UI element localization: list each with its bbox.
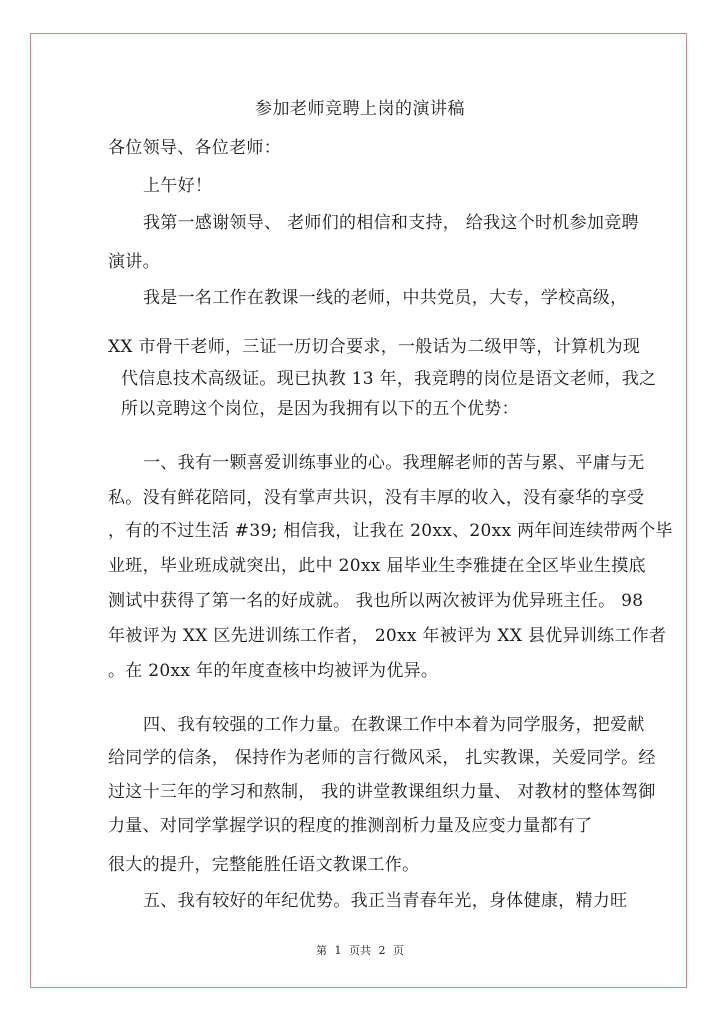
text-line: 我是一名工作在教课一线的老师，中共党员，大专，学校高级， bbox=[143, 288, 628, 308]
text-line: 上午好！ bbox=[143, 176, 213, 196]
text-line: 。在 20xx 年的年度查核中均被评为优异。 bbox=[108, 661, 439, 681]
text-line: 业班，毕业班成就突出，此中 20xx 届毕业生李雅捷在全区毕业生摸底 bbox=[108, 556, 646, 576]
text-line: 各位领导、各位老师： bbox=[108, 138, 281, 158]
page-title: 参加老师竞聘上岗的演讲稿 bbox=[255, 99, 465, 119]
text-line: 我第一感谢领导、 老师们的相信和支持， 给我这个时机参加竞聘 bbox=[143, 213, 639, 233]
text-line: 很大的提升，完整能胜任语文教课工作。 bbox=[108, 855, 420, 875]
text-line: 演讲。 bbox=[108, 252, 160, 272]
text-line: 一、我有一颗喜爱训练事业的心。我理解老师的苦与累、平庸与无 bbox=[143, 453, 645, 473]
text-line: ，有的不过生活 #39; 相信我，让我在 20xx、20xx 两年间连续带两个毕 bbox=[108, 521, 673, 541]
text-line: XX 市骨干老师，三证一历切合要求，一般话为二级甲等，计算机为现 bbox=[108, 337, 641, 357]
page-number: 第 1 页共 2 页 bbox=[316, 944, 404, 957]
text-line: 私。没有鲜花陪同，没有掌声共识，没有丰厚的收入，没有豪华的享受 bbox=[108, 488, 645, 508]
page-border bbox=[30, 33, 687, 988]
text-line: 五、我有较好的年纪优势。我正当青春年光，身体健康，精力旺 bbox=[143, 891, 628, 911]
text-line: 过这十三年的学习和熬制， 我的讲堂教课组织力量、 对教材的整体驾御 bbox=[108, 782, 656, 802]
text-line: 力量、对同学掌握学识的程度的推测剖析力量及应变力量都有了 bbox=[108, 816, 593, 836]
text-line: 给同学的信条， 保持作为老师的言行微风采， 扎实教课，关爱同学。经 bbox=[108, 748, 656, 768]
text-line: 四、我有较强的工作力量。在教课工作中本着为同学服务，把爱献 bbox=[143, 715, 645, 735]
text-line: 年被评为 XX 区先进训练工作者， 20xx 年被评为 XX 县优异训练工作者 bbox=[108, 626, 667, 646]
text-line: 代信息技术高级证。现已执教 13 年，我竞聘的岗位是语文老师，我之 bbox=[121, 369, 657, 389]
text-line: 所以竞聘这个岗位，是因为我拥有以下的五个优势： bbox=[121, 399, 519, 419]
text-line: 测试中获得了第一名的好成就。 我也所以两次被评为优异班主任。 98 bbox=[108, 591, 644, 611]
